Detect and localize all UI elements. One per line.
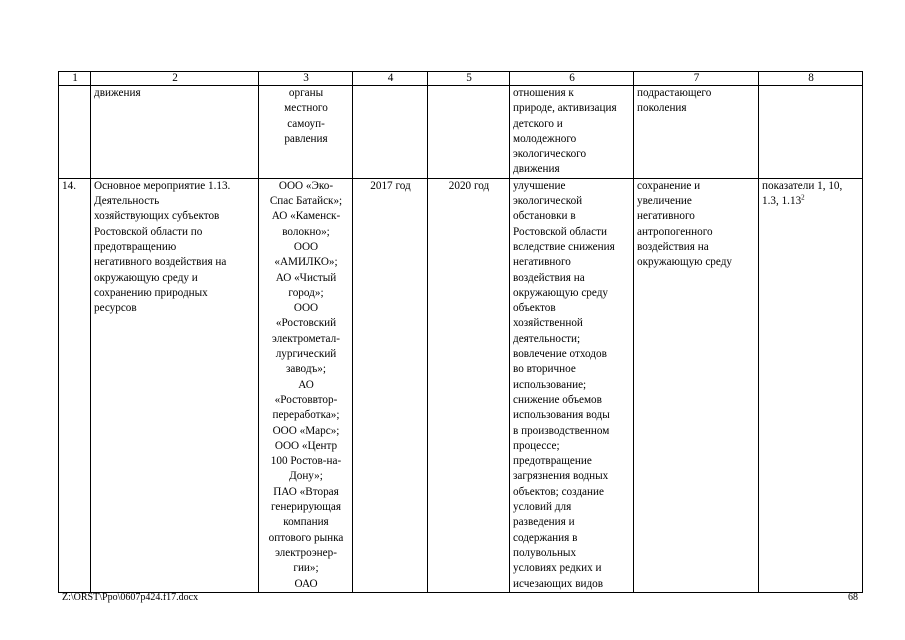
cell-text-line: предотвращение [513,455,592,468]
cont-cell-measure [91,86,259,179]
cell-text-line: лургический [275,348,337,361]
cell-text-line: содержания в [513,531,578,544]
cell-text-line: «Ростоввтор- [274,393,338,406]
row-number: 14. [59,178,91,592]
start-year: 2017 год [353,178,428,592]
measure-name [91,178,259,592]
measures-table [58,71,863,593]
cont-cell-consequence [634,86,759,179]
cell-text-line: Ростовской области [513,225,607,238]
cont-cell-indicators [759,86,863,179]
cell-text-line: Ростовской области по [94,225,203,238]
cell-text-line: ООО «Эко- [278,179,334,192]
cell-text-line: отношения к [513,87,574,99]
cell-text-line: ООО «Центр [274,439,338,452]
cell-text-line: равления [284,132,328,145]
cell-text-line: АО «Каменск- [271,210,341,223]
cell-text-line: ООО [293,240,319,253]
cell-text-line: компания [283,516,329,529]
header-cell-1: 1 [59,72,91,86]
cell-text-line: движения [513,163,560,176]
cell-text-line: Деятельность [94,195,160,208]
cont-cell-number [59,86,91,179]
cell-text-line: вовлечение отходов [513,348,607,361]
cell-text-line: «Ростовский [275,317,337,330]
indicators-text-2: 1.3, 1.13 [762,195,802,208]
cell-text-line: объектов [513,302,556,315]
cell-text-line: «АМИЛКО»; [274,256,338,269]
cell-text-line: деятельности; [513,332,581,345]
cell-text-line: хозяйственной [513,317,583,330]
cont-cell-end [428,86,510,179]
cell-text-line: исчезающих видов [513,577,604,590]
cell-text-line: 100 Ростов-на- [270,455,342,468]
cell-text-line: ресурсов [94,302,137,315]
cell-text-line: антропогенного [637,225,713,238]
cell-text-line: предотвращению [94,240,177,253]
cell-text-line: воздействия на [637,240,709,253]
cell-text-line: увеличение [637,195,692,208]
header-cell-2: 2 [91,72,259,86]
table-row-continuation [59,86,863,179]
consequences [634,178,759,592]
page-number: 68 [848,592,858,603]
cell-text-line: обстановки в [513,210,576,223]
cell-text-line: негативного [513,256,571,269]
header-cell-4: 4 [353,72,428,86]
cell-text-line: электрометал- [272,332,340,345]
header-cell-8: 8 [759,72,863,86]
header-cell-6: 6 [510,72,634,86]
cell-text-line: волокно»; [282,225,330,238]
cell-text-line: снижение объемов [513,393,602,406]
cell-text-line: переработка»; [272,409,340,422]
cell-text-line: окружающую среду [637,256,733,269]
indicators-line-2 [762,194,860,209]
cont-cell-start [353,86,428,179]
cont-cell-result [510,86,634,179]
cell-text-line: вследствие снижения [513,240,615,253]
cell-text-line: оптового рынка [268,531,344,544]
header-cell-3: 3 [259,72,353,86]
cell-text-line: местного [284,102,328,115]
cell-text-line: сохранение и [637,179,701,192]
cont-cell-executor [259,86,353,179]
cell-text-line: АО [298,378,314,391]
cell-text-line: воздействия на [513,271,585,284]
cell-text-line: в производственном [513,424,610,437]
end-year: 2020 год [428,178,510,592]
cell-text-line: условий для [513,501,572,514]
cell-text-line: полувольных [513,546,577,559]
cell-text-line: Основное мероприятие 1.13. [94,179,231,192]
header-row [59,72,863,86]
header-cell-5: 5 [428,72,510,86]
table-row-14 [59,178,863,592]
cell-text-line: сохранению природных [94,286,208,299]
executors [259,178,353,592]
cell-text-line: поколения [637,102,687,115]
cell-text-line: разведения и [513,516,575,529]
cell-text-line: движения [94,87,141,99]
cell-text-line: Спас Батайск»; [269,195,343,208]
cell-text-line: органы [288,87,324,99]
cell-text-line: заводъ»; [285,363,327,376]
cell-text-line: улучшение [513,179,566,192]
cell-text-line: негативного воздействия на [94,256,227,269]
cell-text-line: электроэнер- [275,546,337,559]
header-cell-7: 7 [634,72,759,86]
cell-text-line: ООО «Марс»; [272,424,340,437]
cell-text-line: АО «Чистый [275,271,337,284]
cell-text-line: подрастающего [637,87,712,99]
cell-text-line: условиях редких и [513,562,602,575]
cell-text-line: детского и [513,117,563,130]
cell-text-line: объектов; создание [513,485,604,498]
cell-text-line: экологической [513,195,583,208]
cell-text-line: генерирующая [270,501,342,514]
cell-text-line: окружающую среду и [94,271,198,284]
indicators [759,178,863,592]
cell-text-line: во вторичное [513,363,576,376]
cell-text-line: ООО [293,302,319,315]
cell-text-line: окружающую среду [513,286,609,299]
expected-result [510,178,634,592]
cell-text-line: процессе; [513,439,560,452]
cell-text-line: природе, активизация [513,102,617,115]
cell-text-line: использования воды [513,409,610,422]
cell-text-line: загрязнения водных [513,470,609,483]
file-path: Z:\ORST\Ppo\0607p424.f17.docx [62,592,199,603]
cell-text-line: ОАО [294,577,318,590]
cell-text-line: использование; [513,378,587,391]
cell-text-line: экологического [513,148,587,161]
cell-text-line: самоуп- [287,117,325,130]
cell-text-line: гии»; [293,562,319,575]
indicators-footnote: 2 [801,193,805,202]
cell-text-line: Дону»; [289,470,323,483]
cell-text-line: город»; [288,286,324,299]
cell-text-line: негативного [637,210,695,223]
cell-text-line: молодежного [513,132,577,145]
indicators-line-1: показатели 1, 10, [762,179,843,192]
cell-text-line: хозяйствующих субъектов [94,210,220,223]
cell-text-line: ПАО «Вторая [273,485,339,498]
